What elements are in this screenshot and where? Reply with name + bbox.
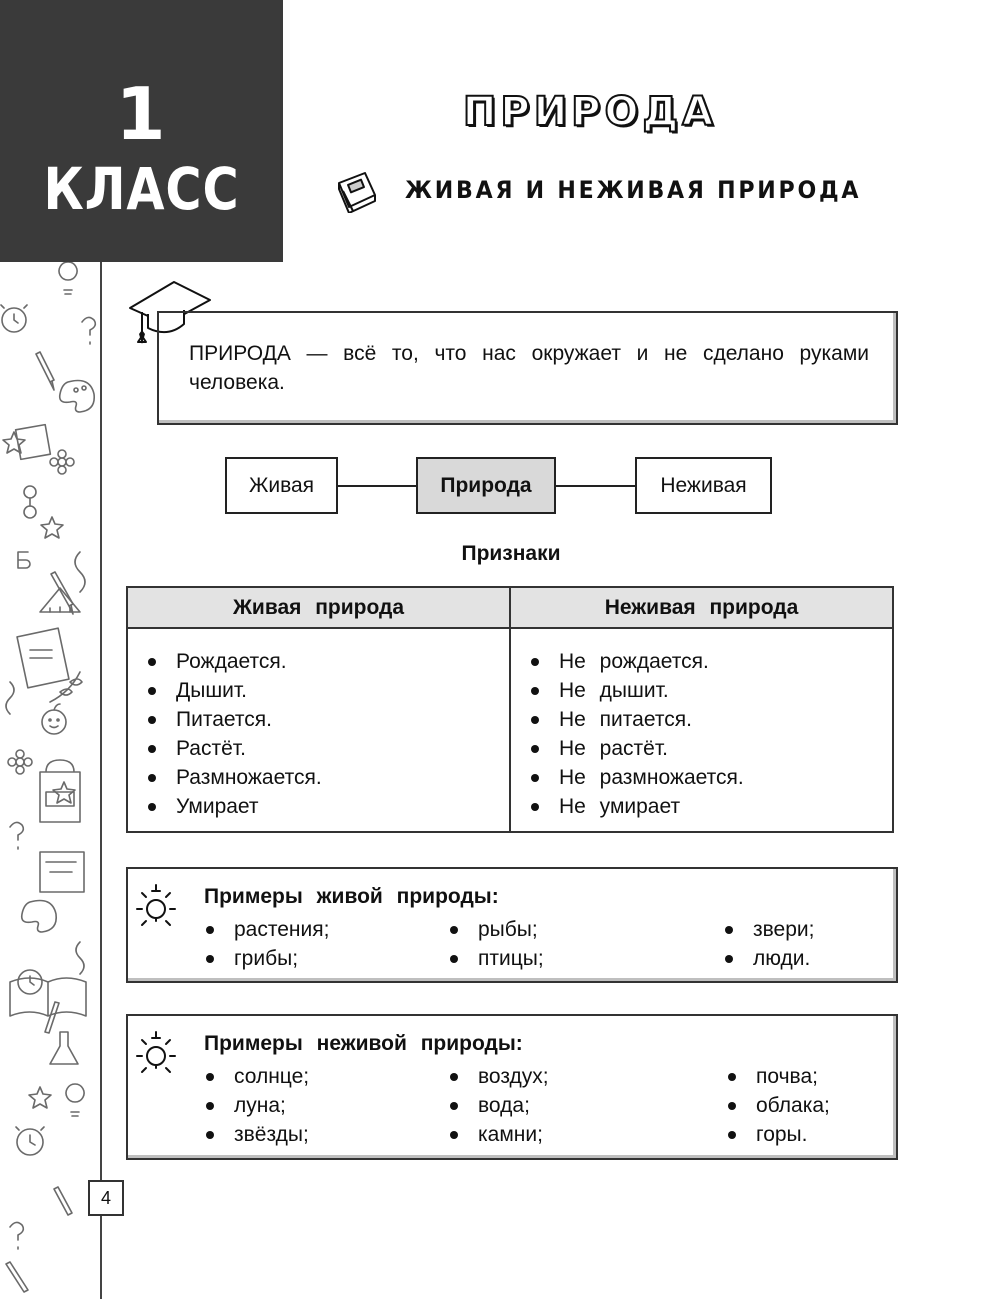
- page-number: 4: [88, 1180, 124, 1216]
- list-item: птицы;: [450, 944, 544, 973]
- page-title: ПРИРОДА: [462, 89, 718, 135]
- list-item: Растёт.: [148, 734, 509, 763]
- living-signs-list: [148, 647, 509, 821]
- lightbulb-icon: [134, 1030, 178, 1076]
- living-examples-title: Примеры живой природы:: [204, 885, 499, 908]
- list-item: Питается.: [148, 705, 509, 734]
- grade-number: 1: [115, 72, 168, 156]
- list-item: рыбы;: [450, 915, 544, 944]
- diagram-node-nonliving: Неживая: [635, 457, 772, 514]
- grade-word: КЛАСС: [43, 155, 240, 223]
- list-item: Не питается.: [531, 705, 892, 734]
- definition-box: [157, 311, 898, 425]
- section-subtitle: ЖИВАЯ И НЕЖИВАЯ ПРИРОДА: [405, 176, 862, 204]
- nonliving-examples-title: Примеры неживой природы:: [204, 1032, 523, 1055]
- nonliving-examples-col-2: [450, 1062, 549, 1149]
- nonliving-signs-cell: [511, 629, 892, 831]
- list-item: воздух;: [450, 1062, 549, 1091]
- list-item: грибы;: [206, 944, 329, 973]
- list-item: Умирает: [148, 792, 509, 821]
- list-item: горы.: [728, 1120, 830, 1149]
- list-item: Не рождается.: [531, 647, 892, 676]
- doodle-strip: [0, 262, 102, 1299]
- list-item: растения;: [206, 915, 329, 944]
- list-item: почва;: [728, 1062, 830, 1091]
- living-signs-cell: [128, 629, 511, 831]
- book-icon: [333, 167, 379, 213]
- list-item: Не размножается.: [531, 763, 892, 792]
- nonliving-signs-list: [531, 647, 892, 821]
- table-header-nonliving: Неживая природа: [511, 588, 892, 629]
- nonliving-examples-col-1: [206, 1062, 309, 1149]
- grade-block: [0, 0, 283, 262]
- subtitle-row: [333, 165, 901, 215]
- list-item: Не растёт.: [531, 734, 892, 763]
- living-examples-col-3: [725, 915, 814, 973]
- list-item: солнце;: [206, 1062, 309, 1091]
- nonliving-examples-box: [126, 1014, 898, 1160]
- list-item: Не умирает: [531, 792, 892, 821]
- list-item: Дышит.: [148, 676, 509, 705]
- signs-table: [126, 586, 894, 833]
- diagram-node-living: Живая: [225, 457, 338, 514]
- signs-title: Признаки: [461, 542, 561, 565]
- living-examples-col-1: [206, 915, 329, 973]
- list-item: Не дышит.: [531, 676, 892, 705]
- diagram-connector-left: [338, 485, 416, 487]
- list-item: облака;: [728, 1091, 830, 1120]
- list-item: люди.: [725, 944, 814, 973]
- list-item: Рождается.: [148, 647, 509, 676]
- list-item: звёзды;: [206, 1120, 309, 1149]
- diagram-connector-right: [556, 485, 635, 487]
- list-item: вода;: [450, 1091, 549, 1120]
- living-examples-col-2: [450, 915, 544, 973]
- living-examples-box: [126, 867, 898, 983]
- table-header-living: Живая природа: [128, 588, 511, 629]
- lightbulb-icon: [134, 883, 178, 929]
- nonliving-examples-col-3: [728, 1062, 830, 1149]
- definition-text: ПРИРОДА — всё то, что нас окружает и не сделано руками человека.: [189, 342, 869, 394]
- list-item: камни;: [450, 1120, 549, 1149]
- diagram-node-nature: Природа: [416, 457, 556, 514]
- list-item: Размножается.: [148, 763, 509, 792]
- list-item: луна;: [206, 1091, 309, 1120]
- doodle-pattern-image: [0, 262, 100, 1299]
- list-item: звери;: [725, 915, 814, 944]
